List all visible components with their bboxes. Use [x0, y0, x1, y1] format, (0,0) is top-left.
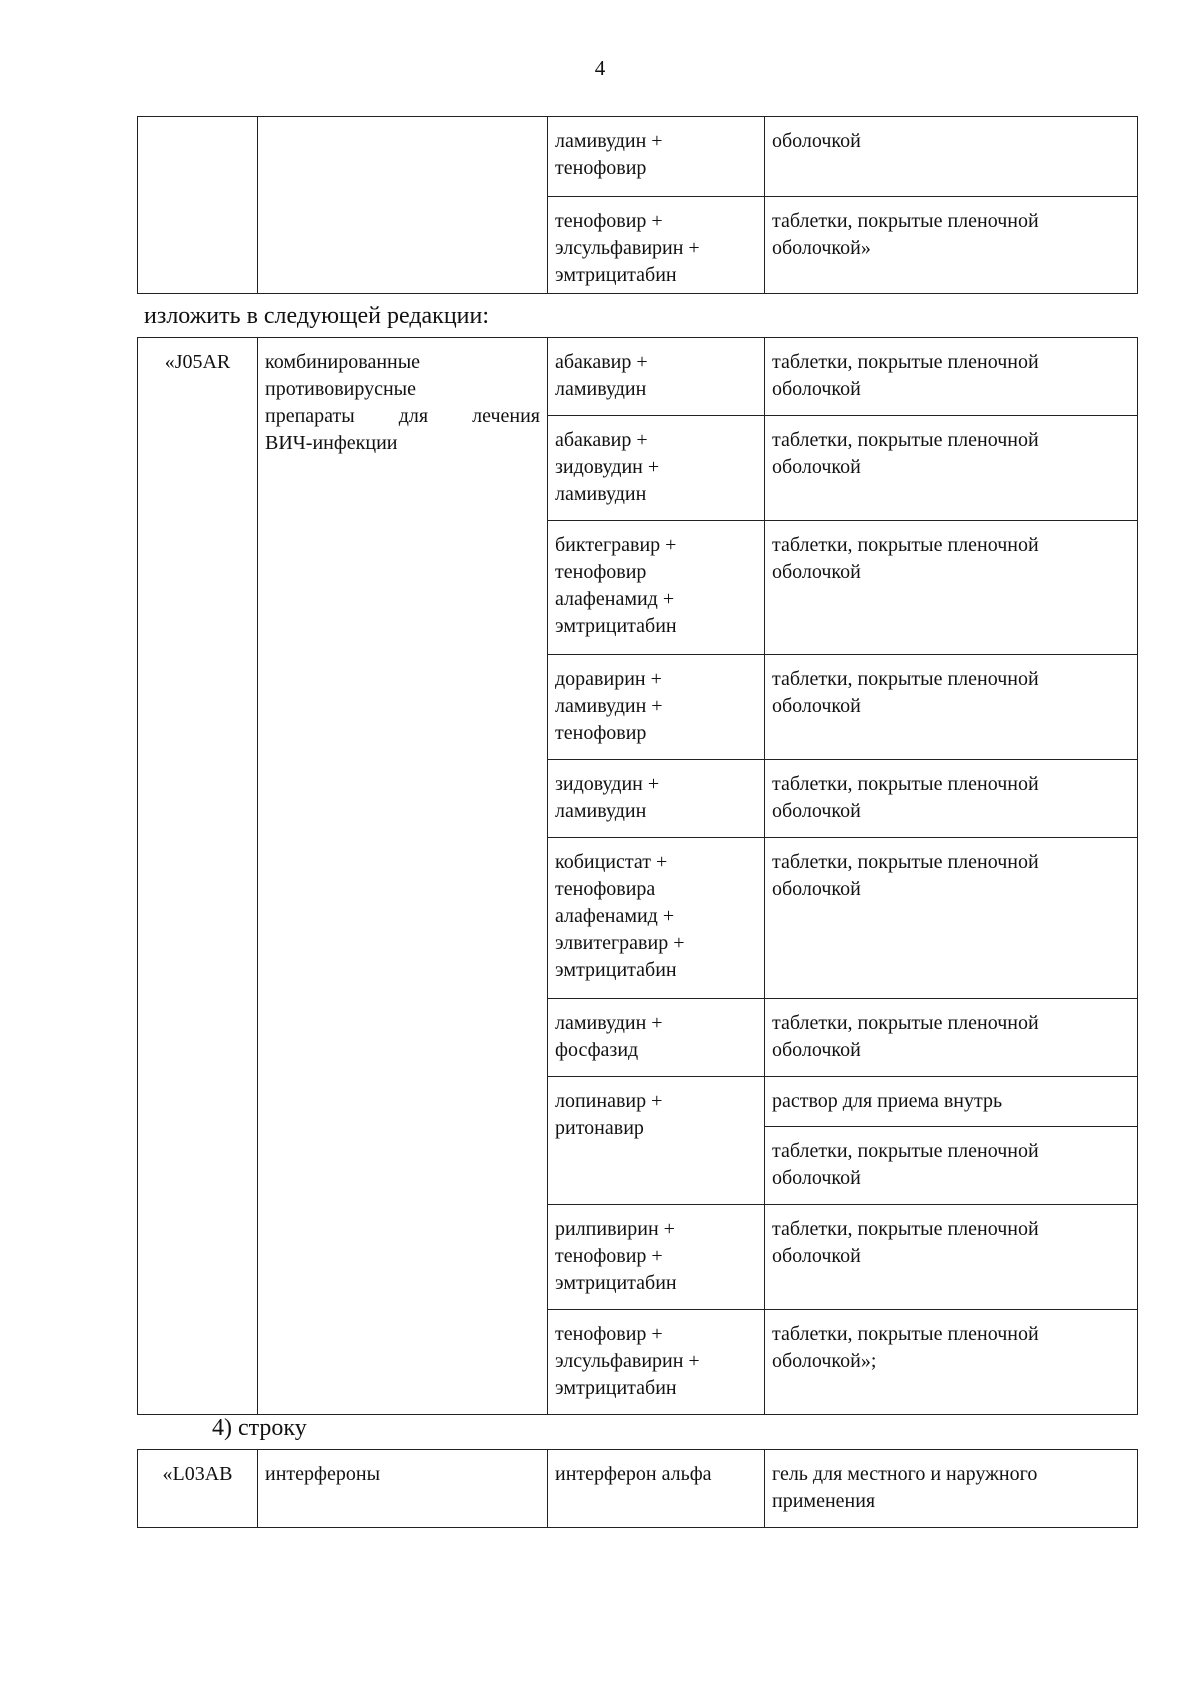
drug-cell: ламивудин + фосфазид: [548, 999, 765, 1077]
drug-cell: тенофовир + элсульфавирин + эмтрицитабин: [548, 1310, 765, 1415]
table-row: [138, 338, 1138, 416]
drug-cell: кобицистат + тенофовира алафенамид + элвитегравир + эмтрицитабин: [548, 838, 765, 999]
continued-table: [137, 116, 1138, 294]
group-name-cell: комбинированные противовирусные препараты для лечения ВИЧ-инфекции: [258, 338, 548, 1415]
table-row: [138, 1450, 1138, 1528]
group-name-cell: интерфероны: [258, 1450, 548, 1528]
j05ar-table: [137, 337, 1138, 1415]
l03ab-table: [137, 1449, 1138, 1528]
drug-cell: доравирин + ламивудин + тенофовир: [548, 655, 765, 760]
page-number: 4: [594, 56, 606, 80]
form-cell: таблетки, покрытые пленочной оболочкой: [765, 838, 1138, 999]
drug-cell: лопинавир + ритонавир: [548, 1077, 765, 1205]
caption-item-4: 4) строку: [212, 1415, 307, 1441]
form-cell: таблетки, покрытые пленочной оболочкой: [765, 999, 1138, 1077]
table-row: [138, 117, 1138, 197]
group-cell: [258, 117, 548, 294]
atc-code-cell: «L03AB: [138, 1450, 258, 1528]
drug-cell: тенофовир + элсульфавирин + эмтрицитабин: [548, 197, 765, 294]
form-cell: таблетки, покрытые пленочной оболочкой: [765, 655, 1138, 760]
form-cell: гель для местного и наружного применения: [765, 1450, 1138, 1528]
form-cell: таблетки, покрытые пленочной оболочкой: [765, 416, 1138, 521]
caption-new-wording: изложить в следующей редакции:: [144, 303, 490, 329]
form-cell: таблетки, покрытые пленочной оболочкой: [765, 521, 1138, 655]
form-cell: таблетки, покрытые пленочной оболочкой: [765, 1127, 1138, 1205]
form-cell: таблетки, покрытые пленочной оболочкой»;: [765, 1310, 1138, 1415]
code-cell: [138, 117, 258, 294]
form-cell: таблетки, покрытые пленочной оболочкой»: [765, 197, 1138, 294]
drug-cell: интерферон альфа: [548, 1450, 765, 1528]
form-cell: раствор для приема внутрь: [765, 1077, 1138, 1127]
drug-cell: абакавир + зидовудин + ламивудин: [548, 416, 765, 521]
form-cell: таблетки, покрытые пленочной оболочкой: [765, 338, 1138, 416]
drug-cell: рилпивирин + тенофовир + эмтрицитабин: [548, 1205, 765, 1310]
atc-code-cell: «J05AR: [138, 338, 258, 1415]
drug-cell: абакавир + ламивудин: [548, 338, 765, 416]
form-cell: таблетки, покрытые пленочной оболочкой: [765, 760, 1138, 838]
form-cell: таблетки, покрытые пленочной оболочкой: [765, 1205, 1138, 1310]
drug-cell: биктегравир + тенофовир алафенамид + эмтрицитабин: [548, 521, 765, 655]
form-cell: оболочкой: [765, 117, 1138, 197]
drug-cell: ламивудин + тенофовир: [548, 117, 765, 197]
drug-cell: зидовудин + ламивудин: [548, 760, 765, 838]
